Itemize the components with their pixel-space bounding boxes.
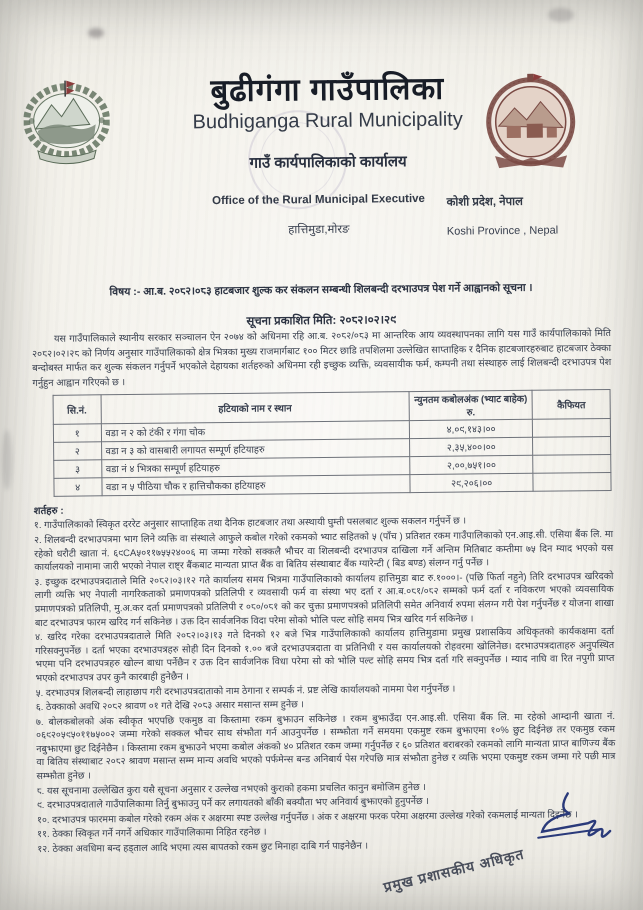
table-column-header: न्युनतम कबोलअंक (भ्याट बाहेक) रु. <box>409 391 532 421</box>
table-column-header: सि.नं. <box>53 395 101 424</box>
office-name-nepali: गाउँ कार्यपालिकाको कार्यालय <box>249 153 407 172</box>
table-column-header: कैफियत <box>532 390 610 420</box>
condition-item: १०. दरभाउपत्र फारममा कबोल गरेको रकम अंक र अक्षरमा स्पष्ट उल्लेख गर्नुपर्नेछ । अंक र अक्षरमा फरक परेमा अक्षरमा उल्लेख गरेको रकमलाई मान्यता दिइनेछ । <box>36 809 578 826</box>
condition-item: ६. ठेक्काको अवधि २०८२ श्रावण ०१ गते देखि २०८३ असार मसान्त सम्म हुनेछ । <box>35 699 305 714</box>
rate-table-body <box>53 419 611 497</box>
condition-item: ३. इच्छुक दरभाउपत्रदाताले मिति २०८२।०३।१२ गते कार्यालय समय भित्रमा गाउँपालिकाको कार्यालय हात्तिमुडा बाट रु.१०००।- (पछि फिर्ता नहुने) तिरि दरभाउपत्र खरिदको लागी व्यक्ति भए नेपाली नागरिकताको प्रमाणपत्रको प्रतिलिपी र व्यवसायी फर्म वा संस्था भए दर्ता र आ.ब.०८१/०८२ सम्मको फर्म दर्ता र नविकरण भएको व्यवसायिक प्रमाणपत्रको प्रतिलिपी, मु.अ.कर दर्ता प्रमाणपत्रको प्रतिलिपी र ०८०/०८१ को कर चुक्ता प्रमाणपत्रको प्रतिलिपी समेत अनिवार्य रुपमा संलग्न गरी पेश गर्नुपर्नेछ र योजना शाखा बाट दरभाउपत्र फारम खरिद गर्न सकिनेछ । उक्त दिन सार्वजनिक विदा परेमा सोको भोलि पल्ट सोहि समय भित्र खरिद गर्न सकिनेछ । <box>34 570 614 629</box>
table-cell: वडा नं ४ भित्रका सम्पूर्ण हटियाहरु <box>101 457 410 478</box>
office-address-nepali: हात्तिमुडा,मोरङ <box>288 223 350 237</box>
table-cell: २ <box>54 442 102 460</box>
hat-bazaar-rate-table <box>53 389 612 497</box>
letterhead <box>0 0 642 258</box>
table-cell: ४ <box>54 478 102 496</box>
condition-item: ९. दरभाउपत्रदाताले गाउँपालिकामा तिर्नु बुझाउनु पर्ने कर लगायतको बाँकी बक्यौता भए अनिवार्य बुझाएको हुनुपर्नेछ । <box>36 796 429 812</box>
published-date-line: सूचना प्रकाशित मिति: २०८२।०२।२९ <box>246 314 397 328</box>
table-cell <box>533 455 611 474</box>
table-cell <box>533 473 611 492</box>
condition-item: ५. दरभाउपत्र शिलबन्दी लाहाछाप गरी दरभाउपत्रदाताको नाम ठेगाना र सम्पर्क नं. प्रष्ट लेखि कार्यालयको नाममा पेश गर्नुपर्नेछ । <box>35 683 456 699</box>
signatory-designation: प्रमुख प्रशासकीय अधिकृत <box>381 845 526 896</box>
table-cell: २,३५,४००।०० <box>410 438 533 457</box>
nepal-coat-of-arms-emblem <box>23 68 110 181</box>
office-name-english: Office of the Rural Municipal Executive <box>212 192 425 208</box>
province-english: Koshi Province , Nepal <box>446 224 559 238</box>
condition-item: १२. ठेक्का अवधिमा बन्द हड्ताल आदि भएमा त्यस बापतको रकम छुट मिनाहा दाबि गर्न पाइनेछैन । <box>37 840 369 856</box>
table-cell: वडा न ३ को वासबारी लगायत सम्पूर्ण हटियाहरु <box>101 439 410 460</box>
condition-item: २. शिलबन्दी दरभाउपत्रमा भाग लिने व्यक्ति वा संस्थाले आफुले कबोल गरेको रकमको भ्याट सहितको ५ (पाँच ) प्रतिशत रकम गाउँपालिकाको एन.आइ.सी. एसिया बैंक लि. मा रहेको धरौटी खाता नं. ६९CA५०११७५५२४००६ मा जम्मा गरेको सक्कलै भौचर वा शिलबन्दी दरभाउपत्र दाखिला गर्ने अन्तिम मितिबाट कम्तीमा ७५ दिन म्याद भएको यस कार्यालयको नामामा जारी भएको नेपाल राष्ट्र बैंकबाट मान्यता प्राप्त बैंक वा बितिय संस्थाबाट बैंक ग्यारेन्टी ( बिड बण्ड) संलग्न गर्नु पर्नेछ । <box>34 528 614 574</box>
subject-line: विषय :- आ.ब. २०८२।०८३ हाटबजार शुल्क कर संकलन सम्बन्धी शिलबन्दी दरभाउपत्र पेश गर्ने आह्वानको सूचना । <box>109 281 533 299</box>
condition-item: ४. खरिद गरेका दरभाउपत्रदाताले मिति २०८२।०३।१३ गते दिनको १२ बजे भित्र गाउँपालिकाको कार्यालय हात्तिमुडामा प्रमुख प्रशासकिय अधिकृतको कार्यकक्षमा दर्ता गरिसक्नुपर्नेछ । दर्ता भएका दरभाउपत्रहरु सोही दिन दिनको १.०० बजे दरभाउपत्रदाता वा प्रतिनिधी र यस कार्यालयको रोहवरमा खोलिनेछ। दरभाउपत्रदाताहरु अनुपस्थित भएमा पनि दरभाउपत्रहरु खोल्न बाधा पर्नेछैन र उक्त दिन सार्वजनिक विधा परेमा सो को भोलि पल्ट सोहि समय भित्र दर्ता गरि सक्नुपर्नेछ । म्याद नाघि वा रित नपुगी प्राप्त भएको दरभाउपत्र उपर कुनै कारबाही हुनेछैन । <box>35 626 615 684</box>
table-cell: ३ <box>54 460 102 478</box>
municipality-title-nepali: बुढीगंगा गाउँपालिका <box>210 70 445 109</box>
table-cell: वडा न २ को टंकी र गंगा चोक <box>101 421 410 442</box>
table-cell: २,००,७५१।०० <box>410 456 533 475</box>
condition-item: ७. बोलकबोलको अंक स्वीकृत भएपछि एकमुष्ठ वा किस्तामा रकम बुझाउन सकिनेछ । रकम बुझाउँदा एन.आइ.सी. एसिया बैंक लि. मा रहेको आम्दानी खाता नं. ०६९२०५९५०११७५००२ जम्मा गरेको सक्कल भौचर साथ संझौता गर्न आउनुपर्नेछ । सम्झौता गर्ने समयमा एकमुष्ट रकम बुझाएमा १०% छुट दिईनेछ तर एकमुष्ठ रकम नबुझाएमा छुट दिईनेछैन । किस्तामा रकम बुझाउने भएमा कबोल अंकको ४० प्रतिशत रकम जम्मा गर्नुपर्नेछ र ६० प्रतिशत बराबरको रकमको लागि मान्यता प्राप्त बाणिज्य बैंक वा बितिय संस्थाबाट २०८२ श्रावण मसान्त सम्म मान्य अवधि भएको पर्फमेन्स बन्ड अनिबार्य पेस गरेपछि मात्र संझौता हुनेछ र व्यक्ति भएमा एकमुष्ट रकम जम्मा गरे पछी मात्र सम्झौता हुनेछ । <box>35 710 616 783</box>
table-column-header: हटियाको नाम र स्थान <box>101 392 410 424</box>
table-cell: २९,२०६।०० <box>410 474 533 493</box>
municipality-title-english: Budhiganga Rural Municipality <box>192 108 463 134</box>
notice-body <box>0 280 643 857</box>
table-cell <box>533 437 611 456</box>
condition-item: ८. यस सूचनामा उल्लेखित कुरा यसै सूचना अनुसार र उल्लेख नभएको कुराको हकमा प्रचलित कानुन बमोजिम हुनेछ । <box>36 781 426 797</box>
intro-paragraph: यस गाउँपालिकाले स्थानीय सरकार सञ्चालन ऐन २०७४ को अधिनमा रहि आ.ब. २०८२/०८३ मा आन्तरिक आय व्यवस्थापनका लागि यस गाउँ कार्यपालिकाको मिति २०८२।०२।२८ को निर्णय अनुसार गाउँपालिकाको क्षेत्र भित्रका मुख्य राजमार्गबाट १०० मिटर छाडि तपशिलमा उल्लेखित साप्ताहिक र दैनिक हाटबजारहरुबाट हाटबजार ठेक्का बन्दोबस्त मार्फत कर शुल्क संकलन गर्नुपर्ने भएकोले देहायका शर्तहरुको अधिनमा रही इच्छुक व्यक्ति, व्यवसायीक फर्म, कम्पनी तथा संस्थाहरु लाई शिलबन्दी दरभाउपत्र पेश गर्नुहुन आह्वान गरिएको छ । <box>32 327 612 389</box>
table-cell: १ <box>53 424 101 442</box>
table-cell: वडा न ५ पीठिया चौक र हात्तिचौकका हटियाहरु <box>101 475 410 496</box>
condition-item: १. गाउँपालिकाको स्विकृत दररेट अनुसार साप्ताहिक तथा दैनिक हाटबजार तथा अस्थायी घुम्ती पसलबाट शुल्क सकलन गर्नुपर्ने छ । <box>33 515 467 532</box>
table-cell <box>533 419 611 438</box>
table-cell: ४,०९,१४३।०० <box>409 420 532 439</box>
conditions-title: शर्तहरु : <box>33 506 64 518</box>
condition-item: ११. ठेक्का स्विकृत गर्ने नगर्ने अधिकार गाउँपालिकामा निहित रहनेछ । <box>37 827 267 841</box>
province-nepali: कोशी प्रदेश, नेपाल <box>446 195 523 209</box>
